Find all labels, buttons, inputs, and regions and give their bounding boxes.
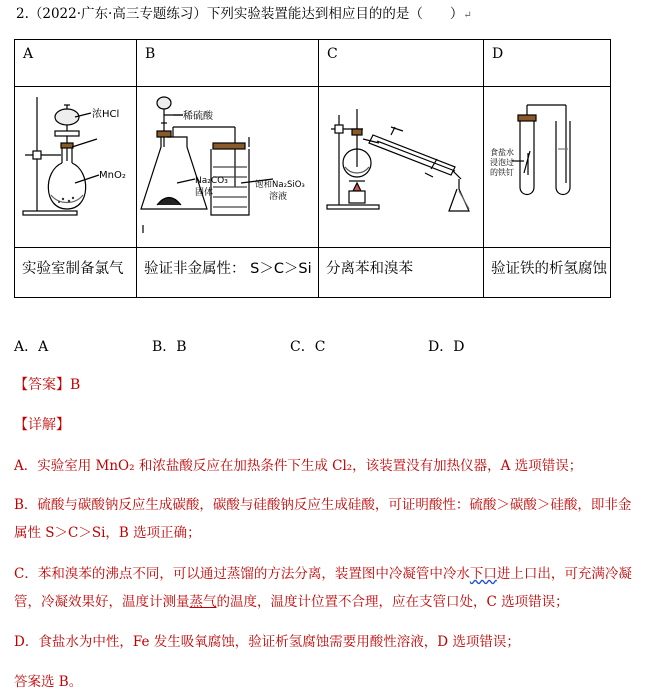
- explanation-b-line2: 属性 S＞C＞Si，B 选项正确；: [14, 525, 201, 541]
- label-na2co3: Na₂CO₃: [195, 176, 228, 186]
- figure-cell-a: [15, 87, 137, 248]
- caption-d: 验证铁的析氢腐蚀: [491, 261, 607, 277]
- label-conc-hcl: 浓HCl: [92, 109, 120, 120]
- header-cell-c: [319, 40, 484, 87]
- header-b: B: [145, 46, 156, 62]
- question-text: 2.（2022·广东·高三专题练习）下列实验装置能达到相应目的的是（ ）: [16, 6, 464, 22]
- caption-cell-b: [137, 248, 319, 298]
- label-sat-na2sio3: 饱和Na₂SiO₃: [255, 180, 305, 190]
- caption-c: 分离苯和溴苯: [326, 261, 413, 277]
- label-mno2: MnO₂: [99, 170, 126, 181]
- explanation-d: [14, 628, 659, 656]
- detail-line: [14, 414, 70, 434]
- figure-cell-c: [319, 87, 484, 248]
- caption-cell-d: [484, 248, 611, 298]
- header-d: D: [492, 46, 504, 62]
- label-iron-nail: 的铁钉: [490, 168, 514, 177]
- answer-line: [14, 374, 80, 394]
- option-a: A．A: [14, 339, 49, 355]
- caption-cell-c: [319, 248, 484, 298]
- caption-cell-a: [15, 248, 137, 298]
- caption-b: 验证非金属性： S＞C＞Si: [144, 261, 312, 277]
- apparatus-d-figure: [484, 87, 610, 243]
- explanation-c-line2-post: 的温度，温度计位置不合理，应在支管口处，C 选项错误；: [216, 594, 569, 610]
- header-cell-b: [137, 40, 319, 87]
- explanation-c-underline: 蒸气: [189, 594, 217, 610]
- final-answer: [14, 668, 659, 696]
- label-brine: 食盐水: [490, 148, 514, 157]
- header-a: A: [23, 46, 34, 62]
- apparatus-b-figure: [137, 87, 318, 243]
- label-dilute-acid: 稀硫酸: [183, 111, 213, 122]
- explanation-c-line2-pre: 管，冷凝效果好，温度计测量: [14, 594, 190, 610]
- experiment-table: [14, 39, 611, 298]
- answer-label: 【答案】: [14, 377, 70, 393]
- header-c: C: [327, 46, 338, 62]
- explanation-b: [14, 491, 659, 547]
- explanation-d-text: D．食盐水为中性，Fe 发生吸氧腐蚀，验证析氢腐蚀需要用酸性溶液，D 选项错误；: [14, 634, 520, 650]
- label-solution: 溶液: [269, 192, 288, 202]
- final-answer-text: 答案选 B。: [14, 674, 83, 690]
- option-d: D．D: [428, 339, 465, 355]
- explanation-b-line1: B．硫酸与碳酸钠反应生成碳酸，碳酸与硅酸钠反应生成硅酸，可证明酸性：硫酸＞碳酸＞硅酸，即非金: [14, 497, 632, 513]
- option-b: B．B: [152, 339, 187, 355]
- figure-cell-b: [137, 87, 319, 248]
- explanation-a: [14, 452, 659, 480]
- detail-label: 【详解】: [14, 417, 70, 433]
- explanation-c-wavy: 下口: [469, 566, 497, 582]
- explanation-a-text: A．实验室用 MnO₂ 和浓盐酸反应在加热条件下生成 Cl₂，该装置没有加热仪器，A 选项错误；: [14, 458, 583, 474]
- return-mark: ↵: [463, 10, 472, 21]
- explanation-c-line1-post: 进上口出，可充满冷凝: [496, 566, 632, 582]
- answer-value: B: [70, 377, 81, 393]
- label-soaked: 浸泡过: [490, 158, 514, 167]
- question-title: [16, 2, 472, 22]
- header-cell-d: [484, 40, 611, 87]
- label-solid: 固体: [195, 188, 214, 198]
- explanation-c: [14, 560, 659, 616]
- explanation-c-line2: [14, 588, 659, 616]
- apparatus-a-figure: [15, 87, 136, 243]
- caption-a: 实验室制备氯气: [22, 261, 124, 277]
- figure-cell-d: [484, 87, 611, 248]
- apparatus-c-figure: [319, 87, 483, 243]
- option-c: C．C: [290, 339, 326, 355]
- explanation-c-line1-pre: C．苯和溴苯的沸点不同，可以通过蒸馏的方法分离，装置图中冷凝管中冷水: [14, 566, 470, 582]
- explanation-c-line1: [14, 560, 659, 588]
- options-row: [14, 336, 464, 356]
- header-cell-a: [15, 40, 137, 87]
